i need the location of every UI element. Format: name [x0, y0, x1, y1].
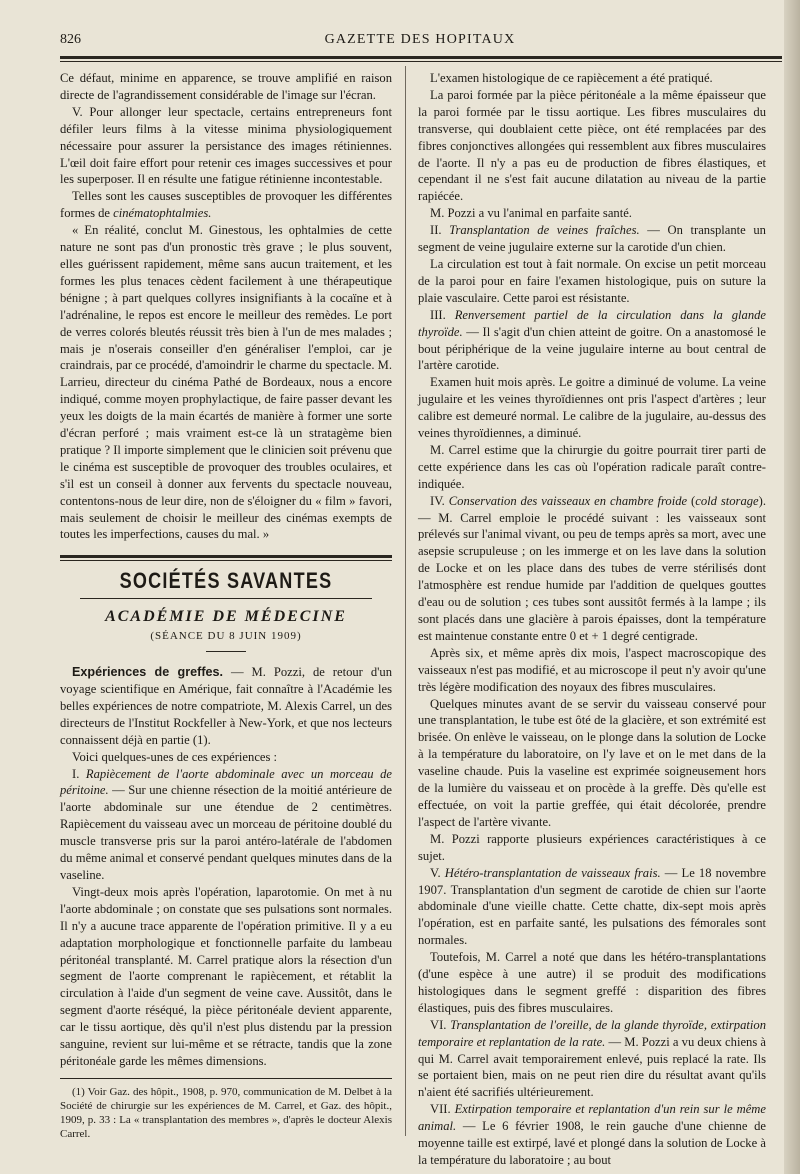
academie-heading: ACADÉMIE DE MÉDECINE: [105, 608, 347, 626]
paragraph: La paroi formée par la pièce péritonéale a la même épaisseur que la paroi formée par le tissu aortique. Les fibres musculaires du transverse, qui doublaient cette pièce, ont été remplacées par des fibres conjonctives allongées qui ressemblent aux fibres musculaires de l'aorte. Il n'y a pas eu de production de fibres élastiques, et cependant il ne s'est fait aucune dilatation au niveau de la partie rapiécée.: [418, 87, 766, 204]
paragraph: III. Renversement partiel de la circulation dans la glande thyroïde. — Il s'agit d'un chien atteint de goitre. On a anastomosé le bout périphérique de la veine jugulaire interne au bout central de l'artère carotide.: [418, 307, 766, 373]
paragraph: Vingt-deux mois après l'opération, laparotomie. On met à nu l'aorte abdominale ; on constate que ses pulsations sont normales. Il n'y a aucune trace apparente de l'opération primitive. Il y a eu adaptation morphologique et fonctionnelle parfaite du lambeau péritonéal transplanté. M. Carrel pratique alors la résection d'un segment de l'aorte comprenant le rapiècement, et rétablit la circulation à l'aide d'un segment de veine cave. Aussitôt, dans le segment d'aorte réséqué, la pièce péritonéale devient apparente, car le tissu aortique, dès qu'il n'est plus distendu par la pression sanguine, revient sur lui-même et se rétracte, tandis que la zone péritonéale garde les mêmes dimensions.: [60, 884, 392, 1068]
left-column: [60, 70, 392, 1141]
quote-paragraph: « En réalité, conclut M. Ginestous, les ophtalmies de cette nature ne sont pas d'un pronostic très grave ; le plus souvent, elles guérissent rapidement, même sans aucun traitement, et les formes les plus tenaces cèdent facilement à une thérapeutique bénigne ; à part quelques collyres insignifiants à la cocaïne et à l'adrénaline, le repos est encore le meilleur des remèdes. Le port de verres colorés bleutés réussit très bien à l'un de mes malades ; mais je n'oserais conseiller d'en généraliser l'emploi, car je craindrais, par ce procédé, d'amoindrir le charme du spectacle. M. Larrieu, directeur du cinéma Pathé de Bordeaux, nous a encore indiqué, comme moyen prophylactique, de faire passer devant les yeux les doigts de la main écartés de manière à former une sorte d'écran perforé ; mais vraiment est-ce là un stratagème bien pratique ? Il importe simplement que le clinicien soit prévenu que le cinéma est susceptible de provoquer des troubles oculaires, et s'il est un conseil à donner aux fervents du spectacle nouveau, contentons-nous de leur dire, non de s'éloigner du « film » favori, mais seulement de choisir le meilleur des cinémas exempts de toutes les imperfections, causes du mal. »: [60, 223, 393, 542]
paragraph: VII. Extirpation temporaire et replantation d'un rein sur le même animal. — Le 6 février 1908, le rein gauche d'une chienne de moyenne taille est extirpé, lavé et plongé dans la solution de Locke à la température du laboratoire ; au bout: [418, 1102, 766, 1167]
section-subrule: [80, 598, 372, 599]
paragraph: I. Rapiècement de l'aorte abdominale avec un morceau de péritoine. — Sur une chienne résection de la moitié antérieure de l'aorte abdominale sur une étendue de 2 centimètres. Rapiècement du vaisseau avec un morceau de péritoine doublé du muscle transverse pris sur la paroi antéro-latérale de l'abdomen du même animal et conservé pendant quelques minutes dans de la vaseline.: [60, 766, 392, 882]
short-rule: [206, 651, 246, 652]
paragraph: L'examen histologique de ce rapiècement a été pratiqué.: [430, 71, 713, 85]
paragraph: Expériences de greffes. — M. Pozzi, de retour d'un voyage scientifique en Amérique, fait connaître à l'Académie les belles expériences de notre compatriote, M. Alexis Carrel, un des directeurs de l'Institut Rockfeller à New-York, et que nos lecteurs connaissent déjà en partie (1).: [60, 665, 392, 747]
paragraph: IV. Conservation des vaisseaux en chambre froide (cold storage). — M. Carrel emploie le procédé suivant : les vaisseaux sont prélevés sur l'animal vivant, ou peu de temps après sa mort, avec une asepsie scrupuleuse ; on les immerge et on les lave dans la solution de Locke et on les place dans des tubes de verre stérilisés dont l'atmosphère est rendue humide par l'addition de quelques gouttes d'eau ou de solution ; ces tubes sont aussitôt fermés à la lampe ; ils sont placés dans une glacière à parois épaisses, dont la température est maintenue constante entre 0 et + 1 degré centigrade.: [418, 493, 766, 643]
footnote-rule: [60, 1078, 392, 1079]
paragraph: Après six, et même après dix mois, l'aspect macroscopique des vaisseaux n'est pas modifié, et au microscope il peut n'y avoir qu'une très légère modification des noyaux des fibres musculaires.: [418, 645, 766, 694]
paragraph: M. Pozzi a vu l'animal en parfaite santé.: [430, 206, 632, 221]
paragraph: Quelques minutes avant de se servir du vaisseau conservé pour une transplantation, le tube est ôté de la glacière, et son extrémité est brisée. On enlève le vaisseau, on le plonge dans la solution de Locke à la température du laboratoire, on l'y lave et on le met dans de la vaseline chaude. Puis la vaseline est exprimée soigneusement hors de la lumière du vaisseau et on procède à la greffe. Dès qu'elle est effectuée, on voit la partie greffée, qui était décolorée, prendre l'aspect de l'artère vivante.: [418, 696, 766, 829]
paragraph: Ce défaut, minime en apparence, se trouve amplifié en raison directe de l'agrandissement considérable de l'image sur l'écran.: [60, 71, 392, 102]
paragraph: Telles sont les causes susceptibles de provoquer les différentes formes de cinématophtalmies.: [60, 189, 392, 221]
page-header: [60, 30, 780, 52]
paragraph: V. Pour allonger leur spectacle, certains entrepreneurs font défiler leurs films à la vitesse minima physiologiquement nécessaire pour assurer la persistance des images rétiniennes. L'œil doit faire effort pour retenir ces images successives et pour les superposer. Il en résulte une fatigue rétinienne incontestable.: [60, 104, 392, 187]
paragraph: M. Carrel estime que la chirurgie du goitre pourrait tirer parti de cette expérience dans les cas où l'opération radicale paraît contre-indiquée.: [418, 442, 766, 491]
journal-title: GAZETTE DES HOPITAUX: [324, 32, 516, 47]
paragraph: Voici quelques-unes de ces expériences :: [72, 749, 278, 764]
paragraph: V. Hétéro-transplantation de vaisseaux frais. — Le 18 novembre 1907. Transplantation d'un segment de carotide de chien sur l'aorte abdominale d'une vieille chatte. Cette chatte, dix-sept mois après l'opération, est en parfaite santé, les pulsations des fémorales sont normales.: [418, 865, 766, 948]
header-rule-thin: [60, 61, 782, 62]
paragraph: Examen huit mois après. Le goitre a diminué de volume. La veine jugulaire et les veines thyroïdiennes ont pris l'aspect d'artères ; leur calibre est demeuré normal. Le calibre de la jugulaire, au-dessus des veines thyroïdiennes, a diminué.: [418, 375, 766, 441]
section-rule: [60, 555, 392, 561]
column-separator: [405, 66, 406, 1136]
paragraph: Toutefois, M. Carrel a noté que dans les hétéro-transplantations (d'une espèce à une autre) il se produit des modifications histologiques dans le segment greffé : disparition des fibres élastiques, puis des fibres musculaires.: [418, 950, 766, 1015]
page-edge-shadow: [784, 0, 800, 1174]
paragraph: La circulation est tout à fait normale. On excise un petit morceau de la paroi pour en faire l'examen histologique, puis on suture la plaie vasculaire. Cette paroi est résistante.: [418, 256, 766, 305]
header-rule-thick: [60, 56, 782, 59]
section-title: SOCIÉTÉS SAVANTES: [119, 568, 333, 594]
paragraph: VI. Transplantation de l'oreille, de la glande thyroïde, extirpation temporaire et replantation de la rate. — M. Pozzi a vu deux chiens à qui M. Carrel avait temporairement enlevé, puis replacé la rate. Ils se portaient bien, mais on ne peut rien dire du résultat avant qu'ils n'aient été sacrifiés ultérieurement.: [418, 1017, 766, 1100]
seance-date: (SÉANCE DU 8 JUIN 1909): [150, 630, 302, 643]
page-number: 826: [60, 32, 81, 47]
paragraph: II. Transplantation de veines fraîches. — On transplante un segment de veine jugulaire externe sur la carotide d'un chien.: [418, 223, 766, 255]
right-column: [418, 70, 766, 1169]
paragraph: M. Pozzi rapporte plusieurs expériences caractéristiques à ce sujet.: [418, 831, 766, 863]
footnote: (1) Voir Gaz. des hôpit., 1908, p. 970, communication de M. Delbet à la Société de chirurgie sur les expériences de M. Carrel, et Gaz. des hôpit., 1909, p. 33 : La « transplantation des membres », d'après le docteur Alexis Carrel.: [60, 1085, 392, 1140]
